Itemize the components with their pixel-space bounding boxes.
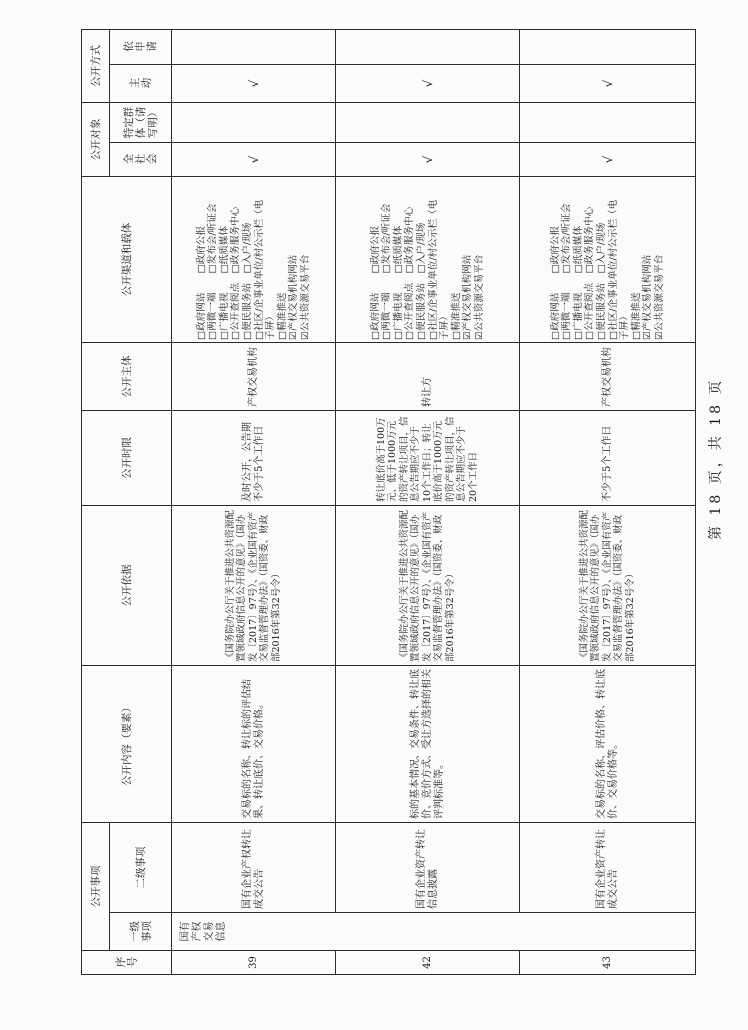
table-row [336, 30, 520, 975]
channel-line: □两微一端 □发布会/听证会 [207, 203, 219, 340]
level2-header: 二级事项 [110, 823, 172, 913]
channel-line: ☑产权交易机构网站 [642, 254, 654, 340]
channel-line: ☑产权交易机构网站 [462, 254, 474, 340]
page-footer: 第 18 页，共 18 页 [708, 377, 724, 540]
row-level2: 国有企业资产转让成交公告 [520, 823, 696, 913]
row-channels [520, 177, 696, 343]
channel-line: □便民服务站 □入户/现场 [241, 222, 253, 340]
row-level2: 国有企业资产转让信息披露 [336, 823, 520, 913]
table-row [172, 30, 336, 975]
row-content: 交易标的名称、转让标的评估结果、转让底价、交易价格。 [172, 666, 336, 823]
row-channels [172, 177, 336, 343]
channel-line: □广播电视 □纸质媒体 [218, 225, 230, 340]
specific-group-cell [336, 103, 520, 143]
row-time-limit: 不少于5个工作日 [520, 411, 696, 506]
public-check-mark: √ [520, 143, 696, 177]
specific-group-cell [520, 103, 696, 143]
row-subject: 产权交易机构 [172, 343, 336, 411]
channel-line: □公开查阅点 □政务服务中心 [230, 206, 242, 340]
channel-line: □精准推送 [630, 292, 642, 340]
mode-header: 公开方式 [82, 30, 110, 103]
channel-line: 子屏） [265, 311, 277, 340]
row-content: 交易标的名称、评估价格、转让底价、交易价格等。 [520, 666, 696, 823]
row-time-limit: 转让底价高于100万元、低于1000万元的资产转让项目，信息公告期应不少于10个工作日；转让底价高于1000万元的资产转让项目，信息公告期应不少于20个工作日 [336, 411, 520, 506]
row-content: 标的基本情况、交易条件、转让底价、竞价方式、受让方选择的相关评判标准等。 [336, 666, 520, 823]
table-row [520, 30, 696, 975]
row-basis: 《国务院办公厅关于推进公共资源配置领域政府信息公开的意见》（国办发〔2017〕97号）、《企业国有资产交易监督管理办法》（国资委、财政部2016年第32号令） [336, 506, 520, 666]
on-request-cell [336, 30, 520, 65]
rotated-sheet [81, 30, 695, 975]
active-check-mark: √ [336, 65, 520, 103]
channel-line: □社区/企事业单位/村公示栏（电 [607, 199, 619, 340]
channel-line: □便民服务站 □入户/现场 [415, 222, 427, 340]
row-subject: 产权交易机构 [520, 343, 696, 411]
row-basis: 《国务院办公厅关于推进公共资源配置领域政府信息公开的意见》（国办发〔2017〕97号）、《企业国有资产交易监督管理办法》（国资委、财政部2016年第32号令） [172, 506, 336, 666]
row-seq: 42 [336, 951, 520, 975]
channel-line: ☑产权交易机构网站 [288, 254, 300, 340]
header-row-1 [82, 30, 110, 975]
channel-line: □社区/企事业单位/村公示栏（电 [427, 199, 439, 340]
channel-line: ☑公共资源交易平台 [473, 254, 485, 340]
target-specific-header: 特定群体（请写明） [110, 103, 172, 143]
channel-line: □政府网站 □政府公报 [195, 225, 207, 340]
matter-header: 公开事项 [82, 823, 110, 951]
public-check-mark: √ [336, 143, 520, 177]
row-time-limit: 及时公开，公告期不少于5个工作日 [172, 411, 336, 506]
on-request-cell [520, 30, 696, 65]
active-check-mark: √ [520, 65, 696, 103]
channel-line: □广播电视 □纸质媒体 [572, 225, 584, 340]
active-check-mark: √ [172, 65, 336, 103]
row-subject: 转让方 [336, 343, 520, 411]
level1-cell: 国有产权交易信息 [172, 913, 696, 951]
subject-header: 公开主体 [82, 343, 172, 411]
channel-line: □两微一端 □发布会/听证会 [381, 203, 393, 340]
level1-header: 一级事项 [110, 913, 172, 951]
target-header: 公开对象 [82, 103, 110, 177]
channel-line: 子屏） [439, 311, 451, 340]
channel-line: □政府网站 □政府公报 [369, 225, 381, 340]
disclosure-table [81, 29, 696, 975]
public-check-mark: √ [172, 143, 336, 177]
channel-line: □公开查阅点 □政务服务中心 [404, 206, 416, 340]
channel-line: □便民服务站 □入户/现场 [595, 222, 607, 340]
row-level2: 国有企业产权转让成交公告 [172, 823, 336, 913]
row-seq: 39 [172, 951, 336, 975]
time-limit-header: 公开时限 [82, 411, 172, 506]
channel-line: □社区/企事业单位/村公示栏（电 [253, 199, 265, 340]
specific-group-cell [172, 103, 336, 143]
mode-active-header: 主动 [110, 65, 172, 103]
row-channels [336, 177, 520, 343]
mode-request-header: 依申请 [110, 30, 172, 65]
on-request-cell [172, 30, 336, 65]
seq-header: 序号 [82, 951, 172, 975]
channel-line: 子屏） [619, 311, 631, 340]
channel-line: □精准推送 [276, 292, 288, 340]
content-header: 公开内容（要素） [82, 666, 172, 823]
target-public-header: 全社会 [110, 143, 172, 177]
channel-line: ☑公共资源交易平台 [299, 254, 311, 340]
channel-line: ☑公共资源交易平台 [653, 254, 665, 340]
channel-line: □广播电视 □纸质媒体 [392, 225, 404, 340]
row-seq: 43 [520, 951, 696, 975]
channels-header: 公开渠道和载体 [82, 177, 172, 343]
row-basis: 《国务院办公厅关于推进公共资源配置领域政府信息公开的意见》（国办发〔2017〕97号）、《企业国有资产交易监督管理办法》（国资委、财政部2016年第32号令） [520, 506, 696, 666]
basis-header: 公开依据 [82, 506, 172, 666]
channel-line: □政府网站 □政府公报 [549, 225, 561, 340]
channel-line: □两微一端 □发布会/听证会 [561, 203, 573, 340]
channel-line: □公开查阅点 □政务服务中心 [584, 206, 596, 340]
channel-line: □精准推送 [450, 292, 462, 340]
